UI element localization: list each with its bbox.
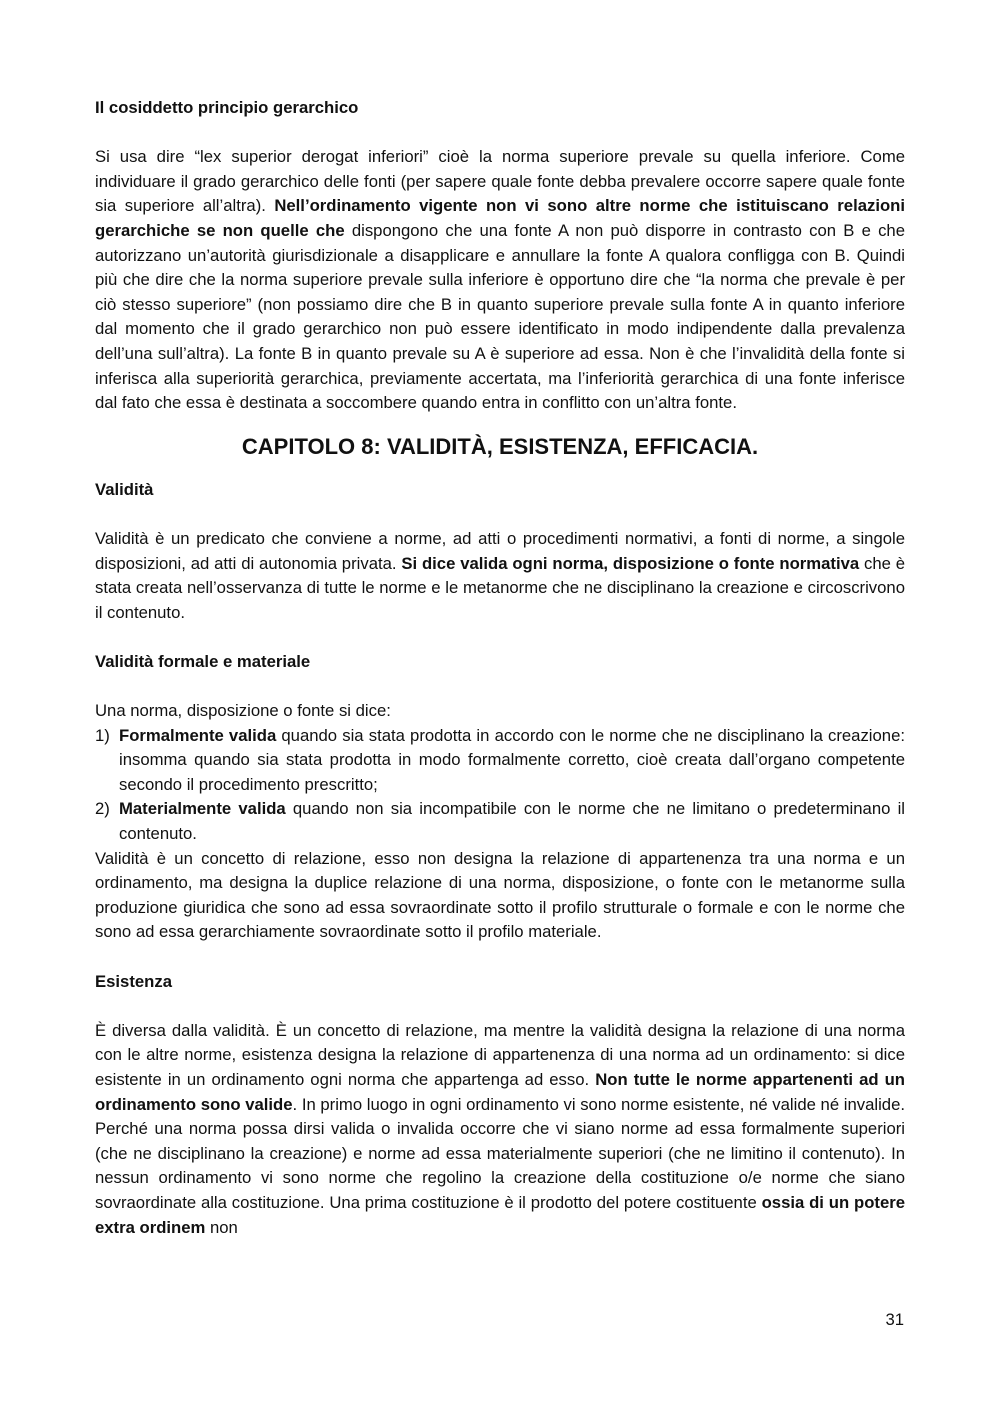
bold-text-run: Nell’ordinamento vigente non vi sono altre norme che istituiscano relazioni gerarchiche se non quelle che [95,196,905,240]
validity-list [95,724,905,847]
bold-text-run: Formalmente valida [119,725,277,745]
text-run: dispongono che una fonte A non può disporre in contrasto con B e che autorizzano un’autorità giurisdizionale a disapplicare e annullare la fonte A qualora confligga con B. Quindi più che dire che la norma superiore prevale sulla inferiore è opportuno dire che “la norma che prevale è per ciò stesso superiore” (non possiamo dire che B in quanto superiore prevale sulla fonte A in quanto inferiore dal momento che il grado gerarchico non può essere identificato in modo indipendente dalla prevalenza dell’una sull’altra). La fonte B in quanto prevale su A è superiore ad essa. Non è che l’invalidità della fonte si inferisca alla superiorità gerarchica, previamente accertata, ma l’inferiorità gerarchica di una fonte inferisce dal fato che essa è destinata a soccombere quando entra in conflitto con un’altra fonte. [95,220,905,413]
paragraph-concetto-relazione: Validità è un concetto di relazione, esso non designa la relazione di appartenenza tra una norma e un ordinamento, ma designa la duplice relazione di una norma, disposizione, o fonte con le metanorme sulla produzione giuridica che sono ad essa sovraordinate sotto il profilo strutturale o formale e con le norme che sono ad essa gerarchiamente sovraordinate sotto il profilo materiale. [95,848,905,942]
paragraph-intro: Una norma, disposizione o fonte si dice: [95,701,391,721]
text-run: non [205,1217,238,1237]
bold-text-run: Non tutte le norme appartenenti ad un ordinamento sono valide [95,1069,905,1114]
text-run: Si usa dire “lex superior derogat inferiori” cioè la norma superiore prevale su quella inferiore. Come individuare il grado gerarchico delle fonti (per sapere quale fonte debba prevalere occorre sapere quale fonte sia superiore all’altra). [95,147,905,216]
text-run: quando sia stata prodotta in accordo con le norme che ne disciplinano la creazione: insomma quando sia stata prodotta in modo formalmente corretto, cioè creata dall’organo competente secondo il procedimento prescritto; [119,725,905,794]
chapter-title: CAPITOLO 8: VALIDITÀ, ESISTENZA, EFFICACIA. [241,433,759,459]
bold-text-run: Si dice valida ogni norma, disposizione o fonte normativa [401,553,860,573]
list-item-number: 1) [95,725,110,745]
page-content [95,96,905,1240]
list-item [95,724,905,798]
text-run: quando non sia incompatibile con le norme che ne limitano o predeterminano il contenuto. [119,799,905,844]
list-item-text [119,724,905,798]
text-run: È diversa dalla validità. È un concetto di relazione, ma mentre la validità designa la relazione di una norma con le altre norme, esistenza designa la relazione di appartenenza di una norma ad un ordinamento: si dice esistente in un ordinamento ogni norma che appartenga ad esso. [95,1020,905,1089]
section-heading-validita-formale-materiale: Validità formale e materiale [95,651,311,671]
list-item [95,797,905,846]
paragraph-esistenza [95,1019,905,1240]
page-number: 31 [885,1310,904,1329]
bold-text-run: ossia di un potere extra ordinem [95,1192,905,1237]
text-run: . In primo luogo in ogni ordinamento vi sono norme esistente, né valide né invalide. Perché una norma possa dirsi valida o invalida occorre che vi siano norme ad essa formalmente superiori (che ne disciplinano la creazione) e norme ad essa materialmente superiori (che ne limitino il contenuto). In nessun ordinamento vi sono norme che regolino la creazione della costituzione o/e norme che siano sovraordinate alla costituzione. Una prima costituzione è il prodotto del potere costituente [95,1094,905,1212]
section-heading-esistenza: Esistenza [95,971,172,991]
bold-text-run: Materialmente valida [119,799,286,819]
section-heading-validita: Validità [95,479,154,499]
paragraph-principio-gerarchico [95,145,905,416]
list-item-text [119,797,905,846]
text-run: che è stata creata nell’osservanza di tutte le norme e le metanorme che ne disciplinano la creazione e circoscrivono il contenuto. [95,553,906,622]
text-run: Validità è un predicato che conviene a norme, ad atti o procedimenti normativi, a fonti di norme, a singole disposizioni, ad atti di autonomia privata. [95,528,905,573]
section-heading-principio-gerarchico: Il cosiddetto principio gerarchico [95,98,359,117]
paragraph-validita [95,527,905,625]
list-item-number: 2) [95,799,110,819]
